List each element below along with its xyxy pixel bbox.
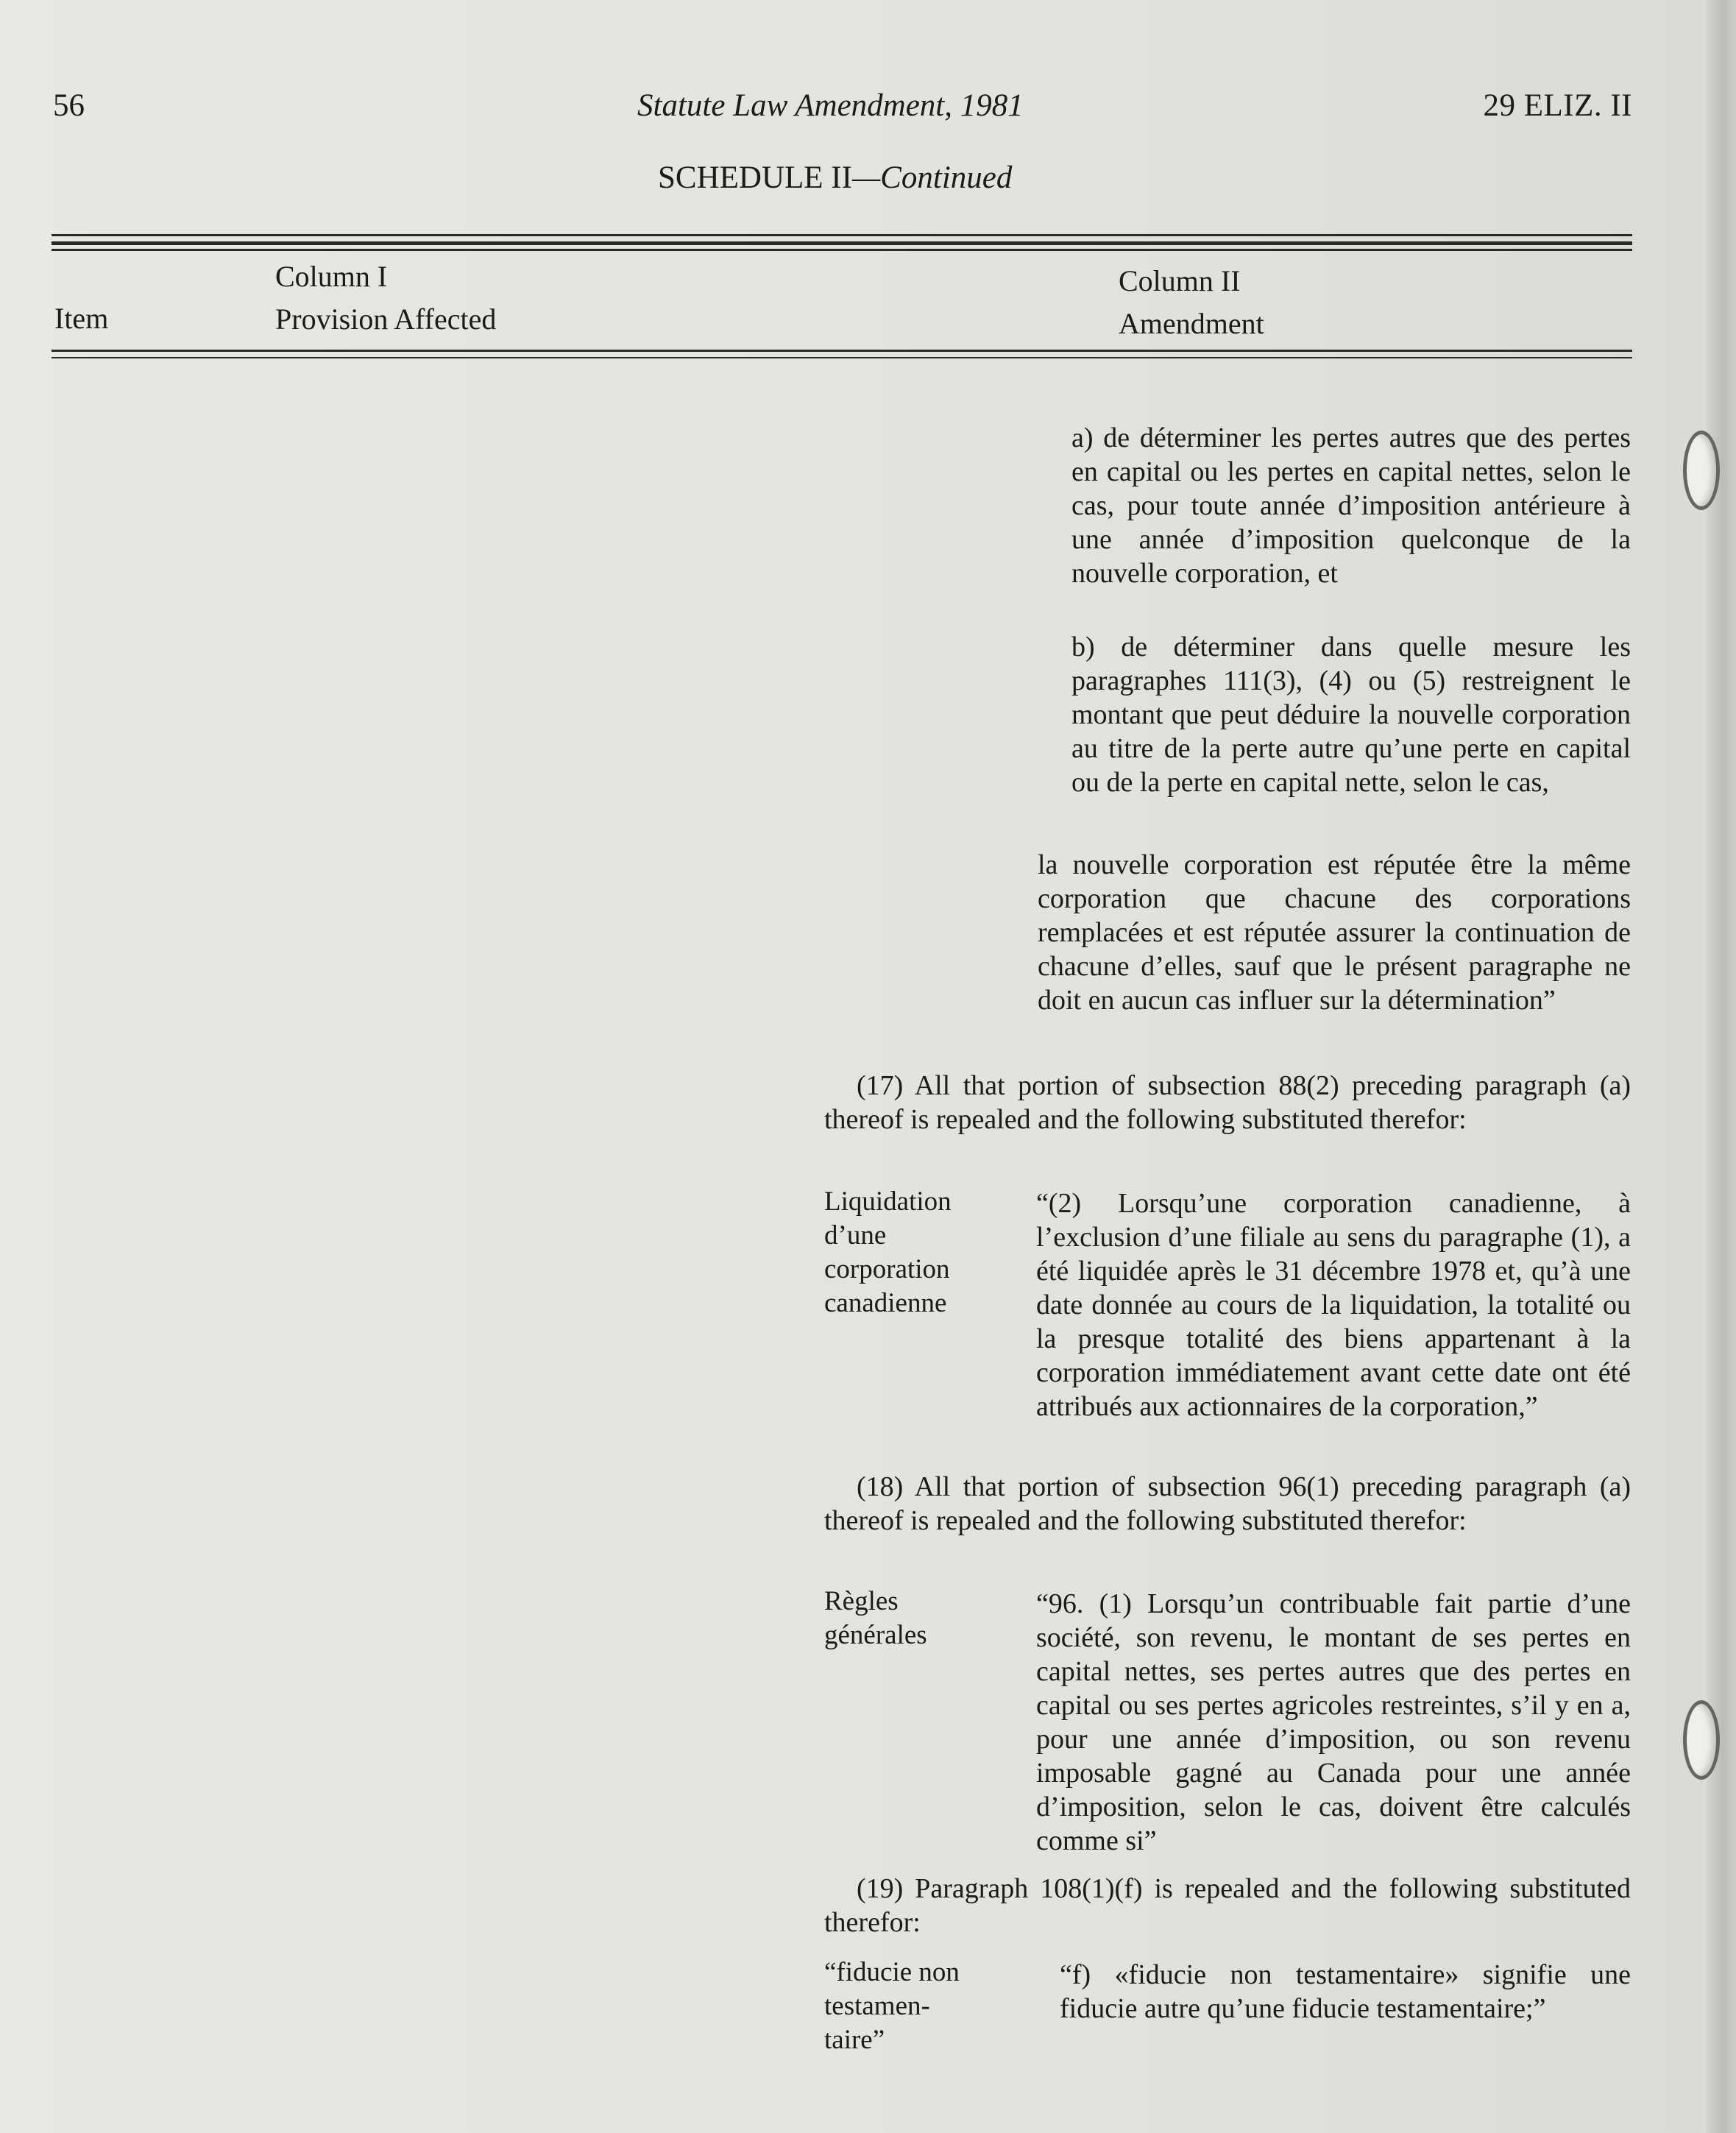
binder-ring-top [1683, 431, 1720, 510]
column-1-number: Column I [275, 260, 388, 293]
header-rule [52, 350, 1632, 352]
top-rule [52, 241, 1632, 245]
item-19-text: (19) Paragraph 108(1)(f) is repealed and the following substituted therefor: [824, 1873, 1631, 1938]
item-19-amendment: “f) «fiducie non testamentaire» signifie une fiducie autre qu’une fiducie testamentaire;” [1060, 1959, 1631, 2024]
paragraph-a: a) de déterminer les pertes autres que des pertes en capital ou les pertes en capital nettes, selon le cas, pour toute année d’imposition antérieure à une année d’imposition quelconque de la nouvelle corporation, et [1071, 422, 1631, 589]
schedule-title-main: SCHEDULE II [658, 160, 852, 195]
column-2-header [1119, 260, 1264, 345]
header-rule [52, 357, 1632, 358]
item-19-intro [824, 1872, 1631, 1939]
item-18-intro [824, 1470, 1631, 1538]
item-18-amendment: “96. (1) Lorsqu’un contribuable fait partie d’une société, son revenu, le montant de ses pertes en capital nettes, ses pertes autres que des pertes en capital ou ses pertes agricoles restreintes, s’il y en a, pour une année d’imposition, ou son revenu imposable gagné au Canada pour une année d’imposition, selon le cas, doivent être calculés comme si” [1036, 1588, 1631, 1856]
marginal-note-line: générales [824, 1620, 927, 1650]
column-2-name: Amendment [1119, 307, 1264, 340]
running-title: Statute Law Amendment, 1981 [637, 88, 1024, 123]
marginal-note-line: taire” [824, 2025, 885, 2055]
marginal-note-line: Liquidation [824, 1186, 952, 1217]
marginal-note-line: corporation [824, 1254, 950, 1284]
schedule-title-continued: —Continued [851, 160, 1013, 195]
item-17-amendment: “(2) Lorsqu’une corporation canadienne, à l’exclusion d’une filiale au sens du paragraphe (1), a été liquidée après le 31 décembre 1978 et, qu’à une date donnée au cours de la liquidation, la totalité ou la presque totalité des biens appartenant à la corporation immédiatement avant cette date ont été attribués aux actionnaires de la corporation,” [1036, 1188, 1631, 1422]
item-17-intro [824, 1069, 1631, 1136]
page-edge [1707, 0, 1736, 2133]
top-rule [52, 234, 1632, 236]
marginal-note-line: testamen- [824, 1991, 930, 2021]
column-2-number: Column II [1119, 264, 1241, 297]
paragraph-b: b) de déterminer dans quelle mesure les paragraphes 111(3), (4) ou (5) restreignent le montant que peut déduire la nouvelle corporation au titre de la perte autre qu’une perte en capital ou de la perte en capital nette, selon le cas, [1071, 632, 1631, 798]
top-rule [52, 249, 1632, 251]
page-number: 56 [53, 88, 85, 123]
item-17-text: (17) All that portion of subsection 88(2) preceding paragraph (a) thereof is repealed and the following substituted therefor: [824, 1070, 1631, 1135]
paragraph-continuation: la nouvelle corporation est réputée être la même corporation que chacune des corporations remplacées et est réputée assurer la continuation de chacune d’elles, sauf que le présent paragraphe ne doit en aucun cas influer sur la détermination” [1038, 849, 1631, 1016]
column-item-header: Item [54, 302, 109, 335]
marginal-note-19 [824, 1956, 960, 2057]
binder-ring-bottom [1683, 1700, 1720, 1780]
item-18-text: (18) All that portion of subsection 96(1) preceding paragraph (a) thereof is repealed and the following substituted therefor: [824, 1471, 1631, 1536]
column-1-name: Provision Affected [275, 303, 497, 336]
marginal-note-line: canadienne [824, 1288, 947, 1318]
regnal-year: 29 ELIZ. II [1483, 88, 1632, 123]
marginal-note-18 [824, 1585, 927, 1652]
marginal-note-line: “fiducie non [824, 1957, 960, 1987]
marginal-note-17 [824, 1185, 952, 1320]
marginal-note-line: d’une [824, 1220, 887, 1251]
schedule-title [658, 159, 1012, 197]
column-1-header [275, 255, 496, 341]
marginal-note-line: Règles [824, 1586, 899, 1616]
